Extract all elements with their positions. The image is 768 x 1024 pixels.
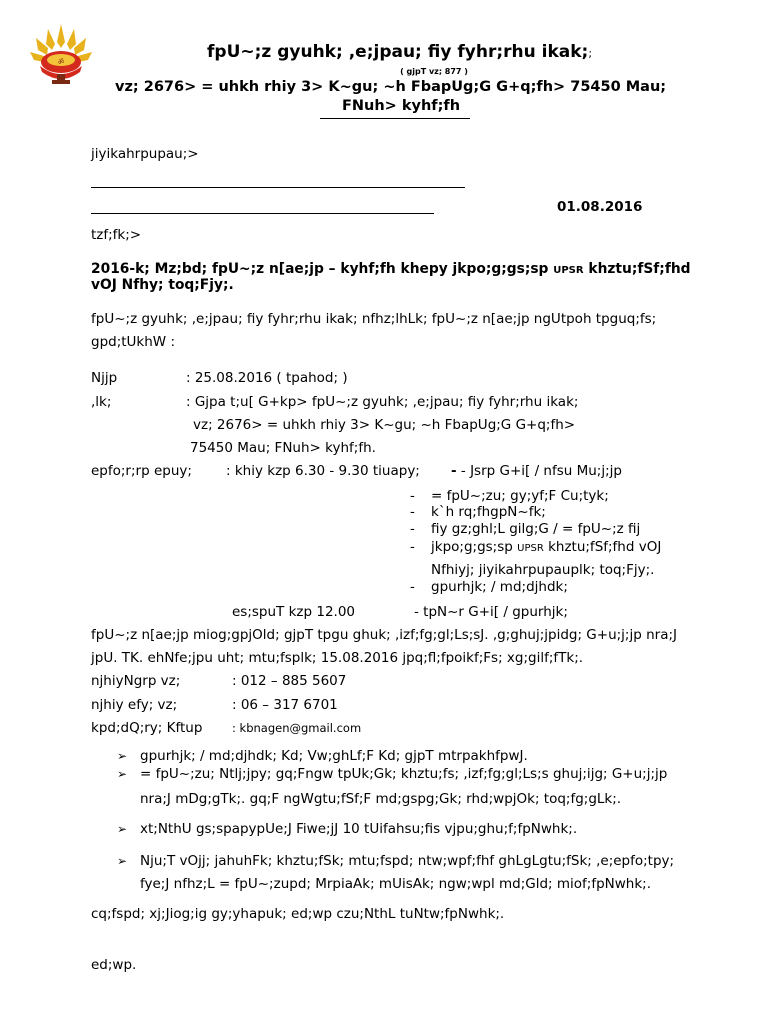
letter-date: 01.08.2016 bbox=[557, 199, 643, 215]
program-item-2-dash: - bbox=[410, 504, 415, 520]
bullet-4-line-1: Nju;T vOjj; jahuhFk; khztu;fSk; mtu;fspd; ntw;wpf;fhf ghLgLgtu;fSk; ,e;epfo;tpy; bbox=[140, 853, 675, 869]
email-value: : kbnagen@gmail.com bbox=[232, 721, 362, 735]
closing-line: cq;fspd; xj;Jiog;ig gy;yhapuk; ed;wp czu;NthL tuNtw;fpNwhk;. bbox=[91, 906, 505, 922]
program-item-4-text: jkpo;g;gs;sp bbox=[431, 539, 513, 555]
program-label: epfo;r;rp epuy; bbox=[91, 463, 192, 479]
subject-text-end: khztu;fSf;fhd bbox=[588, 261, 691, 277]
arrow-bullet-icon: ➢ bbox=[117, 822, 128, 836]
arrow-bullet-icon: ➢ bbox=[117, 854, 128, 868]
salutation: tzf;fk;> bbox=[91, 227, 142, 243]
program-item-3: fiy gz;ghl;L gilg;G / = fpU~;z fij bbox=[431, 521, 641, 537]
midnight-event: - tpN~r G+i[ / gpurhjk; bbox=[414, 604, 568, 620]
program-time: : khiy kzp 6.30 - 9.30 tiuapy; bbox=[226, 463, 420, 479]
subject-line-2: vOJ Nfhy; toq;Fjy;. bbox=[91, 277, 234, 293]
fax-label: njhiy efy; vz; bbox=[91, 697, 178, 713]
title-suffix: ; bbox=[588, 47, 593, 60]
program-item-4-rest: khztu;fSf;fhd vOJ bbox=[548, 539, 662, 555]
program-item-4 bbox=[431, 539, 661, 555]
bullet-2-line-2: nra;J mDg;gTk;. gq;F ngWgtu;fSf;F md;gspg;Gk; rhd;wpjOk; toq;fg;gLk;. bbox=[140, 791, 622, 807]
intro-line-2: gpd;tUkhW : bbox=[91, 334, 175, 350]
midnight-time: es;spuT kzp 12.00 bbox=[232, 604, 355, 620]
subject-upsr: UPSR bbox=[553, 265, 584, 276]
phone-value: : 012 – 885 5607 bbox=[232, 673, 347, 689]
bullet-4-line-2: fye;J nfhz;L = fpU~;zupd; MrpiaAk; mUisAk; ngw;wpl md;Gld; miof;fpNwhk;. bbox=[140, 876, 652, 892]
venue-line-2: vz; 2676> = uhkh rhiy 3> K~gu; ~h FbapUg;G G+q;fh> bbox=[193, 417, 576, 433]
bullet-2-line-1: = fpU~;zu; Ntlj;jpy; gq;Fngw tpUk;Gk; khztu;fs; ,izf;fg;gl;Ls;s ghuj;ijg; G+u;j;jp bbox=[140, 766, 668, 782]
program-item-5-dash: - bbox=[410, 579, 415, 595]
subject-text: 2016-k; Mz;bd; fpU~;z n[ae;jp – kyhf;fh khepy jkpo;g;gs;sp bbox=[91, 261, 549, 277]
registration-number: ( gjpT vz; 877 ) bbox=[400, 67, 468, 76]
program-item-4-upsr: UPSR bbox=[517, 543, 544, 554]
program-head: - - Jsrp G+i[ / nfsu Mu;j;jp bbox=[451, 463, 622, 479]
phone-label: njhiyNgrp vz; bbox=[91, 673, 181, 689]
recipient-label: jiyikahrpupau;> bbox=[91, 146, 199, 162]
svg-text:ॐ: ॐ bbox=[57, 58, 65, 66]
date-label: Njjp bbox=[91, 370, 118, 386]
bullet-1: gpurhjk; / md;djhdk; Kd; Vw;ghLf;F Kd; gjpT mtrpakhfpwJ. bbox=[140, 748, 528, 764]
thanks: ed;wp. bbox=[91, 957, 137, 973]
program-item-4-cont: Nfhiyj; jiyikahrpupauplk; toq;Fjy;. bbox=[431, 562, 655, 578]
program-item-5: gpurhjk; / md;djhdk; bbox=[431, 579, 568, 595]
arrow-bullet-icon: ➢ bbox=[117, 749, 128, 763]
program-item-3-dash: - bbox=[410, 521, 415, 537]
address-line-1: vz; 2676> = uhkh rhiy 3> K~gu; ~h FbapUg;G G+q;fh> 75450 Mau; bbox=[115, 79, 667, 95]
venue-value: : Gjpa t;u[ G+kp> fpU~;z gyuhk; ,e;jpau; fiy fyhr;rhu ikak; bbox=[186, 394, 579, 410]
organization-logo bbox=[26, 22, 96, 88]
program-item-4-dash: - bbox=[410, 539, 415, 555]
subject-line-1 bbox=[91, 261, 691, 277]
note-line-2: jpU. TK. ehNfe;jpu uht; mtu;fsplk; 15.08.2016 jpq;fl;fpoikf;Fs; xg;gilf;fTk;. bbox=[91, 650, 584, 666]
date-value: : 25.08.2016 ( tpahod; ) bbox=[186, 370, 348, 386]
address-line-2: FNuh> kyhf;fh bbox=[342, 98, 461, 114]
venue-label: ,lk; bbox=[91, 394, 112, 410]
title-text: fpU~;z gyuhk; ,e;jpau; fiy fyhr;rhu ikak; bbox=[207, 42, 589, 62]
recipient-line-1 bbox=[91, 187, 465, 188]
email-label: kpd;dQ;ry; Kftup bbox=[91, 720, 203, 736]
program-item-1: = fpU~;zu; gy;yf;F Cu;tyk; bbox=[431, 488, 609, 504]
fax-value: : 06 – 317 6701 bbox=[232, 697, 338, 713]
venue-line-3: 75450 Mau; FNuh> kyhf;fh. bbox=[190, 440, 376, 456]
program-head-text: - Jsrp G+i[ / nfsu Mu;j;jp bbox=[460, 463, 622, 479]
program-item-1-dash: - bbox=[410, 488, 415, 504]
header-divider bbox=[320, 118, 470, 119]
organization-title bbox=[207, 42, 592, 62]
program-item-2: k`h rq;fhgpN~fk; bbox=[431, 504, 546, 520]
bullet-3: xt;NthU gs;spapypUe;J Fiwe;jJ 10 tUifahsu;fis vjpu;ghu;f;fpNwhk;. bbox=[140, 821, 578, 837]
note-line-1: fpU~;z n[ae;jp miog;gpjOld; gjpT tpgu ghuk; ,izf;fg;gl;Ls;sJ. ,g;ghuj;jpidg; G+u;j;jp nra;J bbox=[91, 627, 678, 643]
recipient-line-2 bbox=[91, 213, 434, 214]
arrow-bullet-icon: ➢ bbox=[117, 767, 128, 781]
intro-line-1: fpU~;z gyuhk; ,e;jpau; fiy fyhr;rhu ikak; nfhz;lhLk; fpU~;z n[ae;jp ngUtpoh tpguq;fs; bbox=[91, 311, 657, 327]
